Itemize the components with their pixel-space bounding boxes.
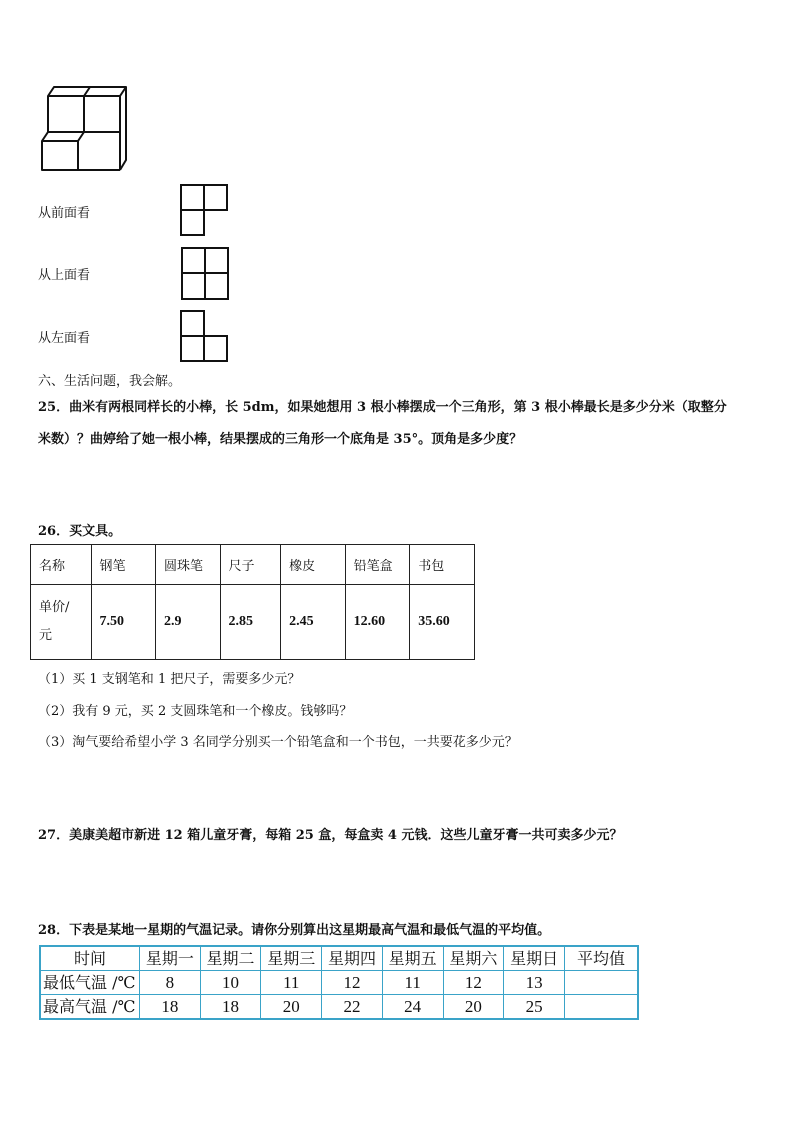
temp-cell: 12	[322, 971, 383, 995]
price-cell: 2.45	[281, 585, 346, 660]
temp-cell: 20	[443, 995, 504, 1020]
question-number: 25．	[38, 400, 70, 415]
average-cell	[565, 971, 639, 995]
table-header-cell: 尺子	[220, 545, 281, 585]
temp-cell: 11	[382, 971, 443, 995]
question-27: 27．美康美超市新进 12 箱儿童牙膏，每箱 25 盒，每盒卖 4 元钱．这些儿童牙膏一共可卖多少元？	[38, 828, 623, 843]
temp-cell: 25	[504, 995, 565, 1020]
question-number: 28．	[38, 923, 70, 938]
question-25-line2: 米数）？曲婷给了她一根小棒，结果摆成的三角形一个底角是 35°。顶角是多少度？	[38, 432, 523, 447]
table-header-cell: 名称	[31, 545, 92, 585]
cube-solid-figure	[38, 80, 134, 176]
table-header-cell: 星期六	[443, 946, 504, 971]
question-26-sub1: （1）买 1 支钢笔和 1 把尺子，需要多少元？	[38, 672, 301, 687]
stationery-price-table	[30, 544, 475, 660]
row-label-cell: 最低气温 /℃	[40, 971, 140, 995]
temp-cell: 24	[382, 995, 443, 1020]
average-cell	[565, 995, 639, 1020]
question-26-sub2: （2）我有 9 元，买 2 支圆珠笔和一个橡皮。钱够吗？	[38, 704, 353, 719]
table-header-cell: 铅笔盒	[345, 545, 410, 585]
table-header-cell: 平均值	[565, 946, 639, 971]
row-label-cell: 单价/ 元	[31, 585, 92, 660]
table-header-cell: 星期四	[322, 946, 383, 971]
temp-cell: 13	[504, 971, 565, 995]
front-view-grid	[180, 184, 230, 236]
view-top-label: 从上面看	[38, 268, 91, 283]
question-number: 26．	[38, 524, 70, 539]
price-cell: 2.9	[156, 585, 220, 660]
question-26-sub3: （3）淘气要给希望小学 3 名同学分别买一个铅笔盒和一个书包，一共要花多少元？	[38, 735, 518, 750]
top-view-grid	[181, 247, 231, 301]
table-header-cell: 圆珠笔	[156, 545, 220, 585]
view-front-label: 从前面看	[38, 206, 91, 221]
table-header-cell: 钢笔	[91, 545, 156, 585]
temp-cell: 18	[200, 995, 261, 1020]
price-cell: 35.60	[410, 585, 475, 660]
table-header-cell: 书包	[410, 545, 475, 585]
temperature-table	[39, 945, 639, 1020]
question-26-title: 26．买文具。	[38, 524, 122, 539]
temp-cell: 18	[140, 995, 201, 1020]
table-header-cell: 橡皮	[281, 545, 346, 585]
temp-cell: 20	[261, 995, 322, 1020]
price-cell: 12.60	[345, 585, 410, 660]
question-28: 28．下表是某地一星期的气温记录。请你分别算出这星期最高气温和最低气温的平均值。	[38, 923, 551, 938]
view-left-label: 从左面看	[38, 331, 91, 346]
temp-cell: 10	[200, 971, 261, 995]
table-header-cell: 星期五	[382, 946, 443, 971]
temp-cell: 11	[261, 971, 322, 995]
row-label-cell: 最高气温 /℃	[40, 995, 140, 1020]
table-header-cell: 星期日	[504, 946, 565, 971]
table-header-cell: 星期二	[200, 946, 261, 971]
price-cell: 2.85	[220, 585, 281, 660]
temp-cell: 22	[322, 995, 383, 1020]
section-title: 六、生活问题，我会解。	[38, 374, 182, 389]
table-header-cell: 星期一	[140, 946, 201, 971]
question-number: 27．	[38, 828, 70, 843]
table-header-cell: 时间	[40, 946, 140, 971]
temp-cell: 12	[443, 971, 504, 995]
left-view-grid	[180, 310, 230, 362]
temp-cell: 8	[140, 971, 201, 995]
price-cell: 7.50	[91, 585, 156, 660]
table-header-cell: 星期三	[261, 946, 322, 971]
question-25-line1: 25．曲米有两根同样长的小棒，长 5dm，如果她想用 3 根小棒摆成一个三角形，第 3 根小棒最长是多少分米（取整分	[38, 400, 727, 415]
